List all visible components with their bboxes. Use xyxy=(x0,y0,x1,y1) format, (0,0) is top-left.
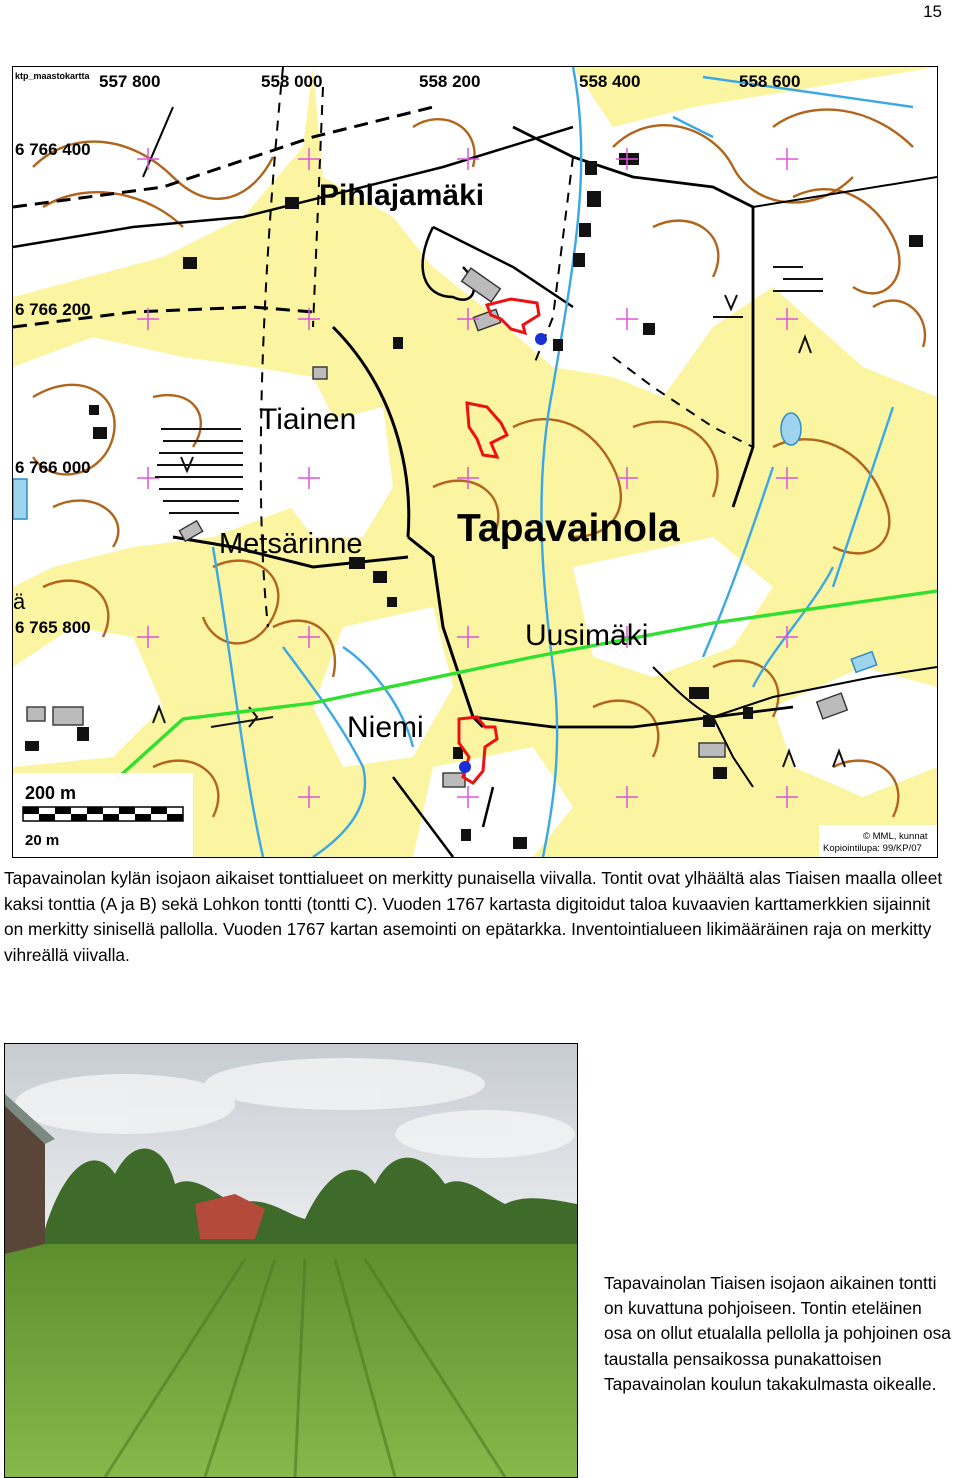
scale-bar xyxy=(13,773,193,857)
map-copyright xyxy=(819,825,937,857)
x-coordinate: 558 400 xyxy=(579,72,641,91)
map-edge-label: ä xyxy=(13,589,26,614)
scale-bar-major-label: 200 m xyxy=(25,783,77,803)
place-name-tapavainola: Tapavainola xyxy=(457,507,680,550)
place-name-niemi: Niemi xyxy=(347,711,424,744)
photo-field xyxy=(5,1244,577,1477)
y-coordinate: 6 766 000 xyxy=(15,458,91,477)
svg-text:Kopiointilupa: 99/KP/07: Kopiointilupa: 99/KP/07 xyxy=(823,843,922,854)
scale-bar-minor-label: 20 m xyxy=(25,832,60,849)
x-coordinate: 558 600 xyxy=(739,72,801,91)
topographic-map xyxy=(12,66,938,858)
place-name-pihlajamaki: Pihlajamäki xyxy=(319,179,485,212)
x-coordinate: 558 200 xyxy=(419,72,481,91)
y-coordinate: 6 766 200 xyxy=(15,300,91,319)
map-source-label: ktp_maastokartta xyxy=(15,71,90,81)
y-coordinate: 6 765 800 xyxy=(15,618,91,637)
place-name-tiainen: Tiainen xyxy=(259,403,357,436)
place-name-metsarinne: Metsärinne xyxy=(219,528,363,560)
map-caption: Tapavainolan kylän isojaon aikaiset tonttialueet on merkitty punaisella viivalla. Tontit ovat ylhäältä alas Tiaisen maalla olleet kaksi tonttia (A ja B) sekä Lohkon tontti (tontti C). Vuoden 1767 kartasta digitoidut taloa kuvaavien karttamerkkien sijainnit on merkitty sinisellä pallolla. Vuoden 1767 kartan asemointi on epätarkka. Inventointialueen likimääräinen raja on merkitty vihreällä viivalla. xyxy=(4,868,943,965)
photo-caption: Tapavainolan Tiaisen isojaon aikainen tontti on kuvattuna pohjoiseen. Tontin eteläinen osa on ollut etualalla pellolla ja pohjoinen osa taustalla pensaikossa punakattoisen Tapavainolan koulun takakulmasta oikealle. xyxy=(604,1273,951,1394)
y-coordinate: 6 766 400 xyxy=(15,140,91,159)
x-coordinate: 557 800 xyxy=(99,72,161,91)
place-name-uusimaki: Uusimäki xyxy=(525,619,649,652)
svg-text:© MML, kunnat: © MML, kunnat xyxy=(863,831,928,842)
field-photo xyxy=(4,1043,578,1478)
x-coordinate: 558 000 xyxy=(261,72,323,91)
page-number: 15 xyxy=(923,2,942,21)
